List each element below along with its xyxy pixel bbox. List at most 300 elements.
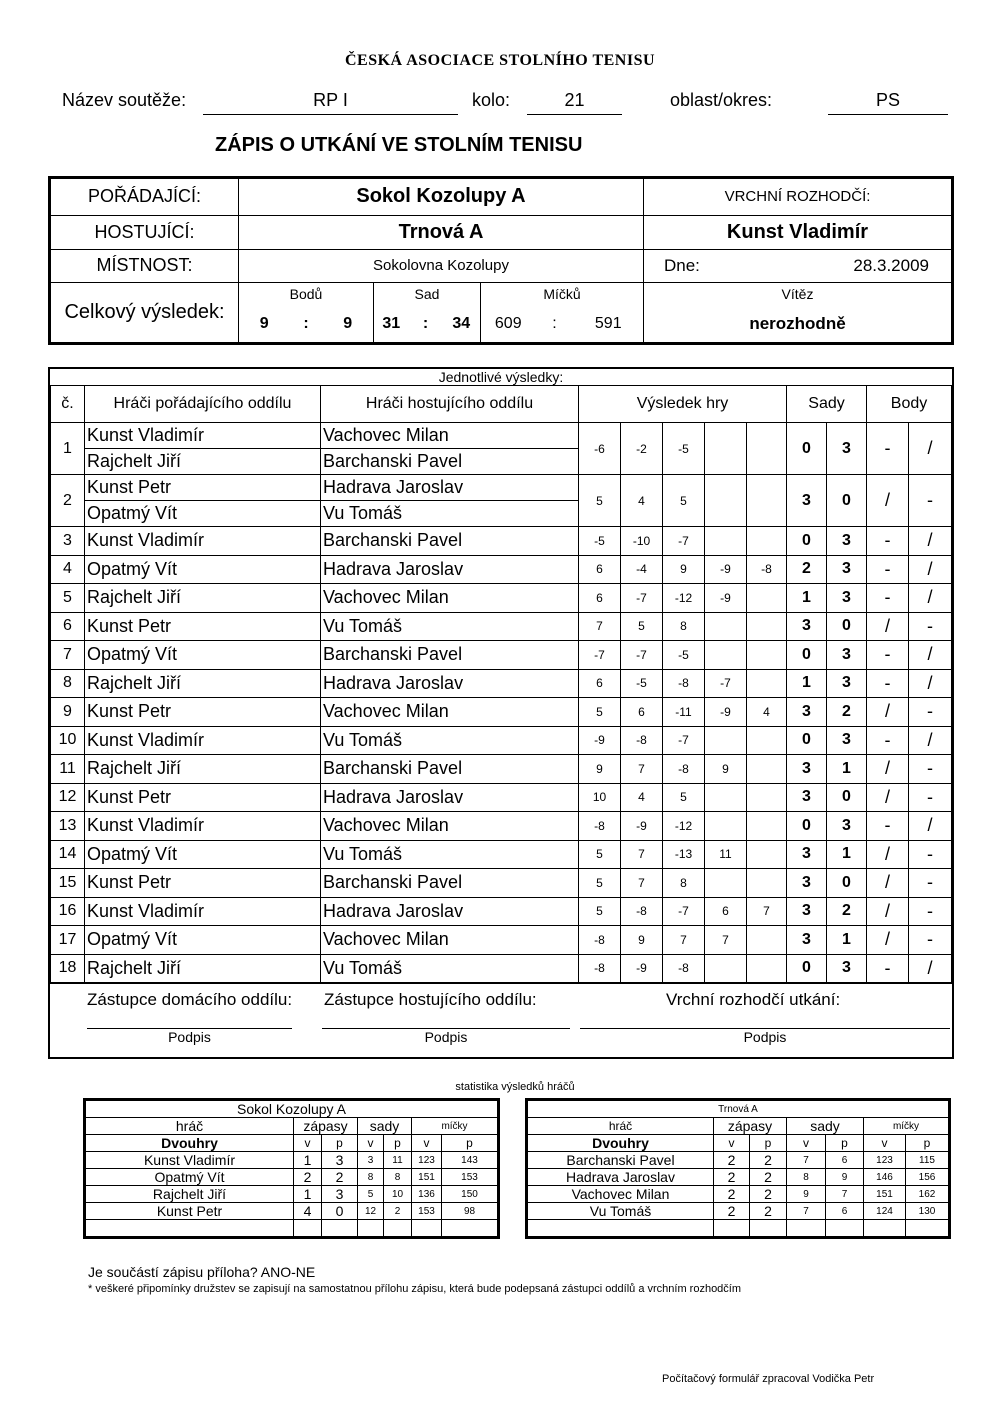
stats-matches-lost: 2 [750, 1203, 787, 1220]
stats-balls-lost: 143 [442, 1152, 498, 1169]
away-player: Barchanski Pavel [321, 869, 579, 898]
total-label: Celkový výsledek: [51, 282, 239, 342]
point-away: - [909, 698, 952, 727]
stats-home-table [85, 1100, 498, 1237]
stats-matches-lost: 3 [322, 1152, 358, 1169]
home-player: Kunst Petr [85, 698, 321, 727]
away-player: Vachovec Milan [321, 584, 579, 613]
game-score: -5 [621, 669, 663, 698]
point-home: / [867, 755, 909, 784]
game-score [747, 669, 787, 698]
stats-matches-won: 2 [714, 1152, 750, 1169]
game-score: -8 [747, 555, 787, 584]
sets-home: 0 [787, 812, 827, 841]
game-score: -9 [621, 812, 663, 841]
game-score: -12 [663, 584, 705, 613]
game-score [747, 423, 787, 475]
winner: nerozhodně [644, 306, 952, 343]
stat-cell [322, 1220, 358, 1237]
game-score: -7 [705, 669, 747, 698]
stats-matches-won: 1 [294, 1152, 322, 1169]
balls-home: 609 [481, 306, 536, 343]
game-score: 7 [663, 926, 705, 955]
stats-player-name: Kunst Vladimír [86, 1152, 294, 1169]
match-number: 17 [51, 926, 85, 955]
point-home: / [867, 869, 909, 898]
table-row [51, 555, 952, 584]
table-row [51, 783, 952, 812]
game-score: -7 [579, 641, 621, 670]
sets-away: 3 [827, 423, 867, 475]
away-sign-caption: Podpis [424, 1029, 468, 1045]
stats-col-sets: sady [358, 1118, 412, 1135]
game-score: 9 [705, 755, 747, 784]
stats-balls-lost: 130 [906, 1203, 949, 1220]
game-score: -9 [705, 555, 747, 584]
game-score: -8 [663, 755, 705, 784]
stats-col-matches: zápasy [294, 1118, 358, 1135]
point-away: - [909, 869, 952, 898]
point-home: - [867, 812, 909, 841]
game-score: 11 [705, 840, 747, 869]
point-home: / [867, 612, 909, 641]
away-player: Vachovec Milan [321, 812, 579, 841]
game-score [747, 869, 787, 898]
game-score [747, 755, 787, 784]
game-score: 6 [705, 897, 747, 926]
stats-sets-lost: 10 [384, 1186, 412, 1203]
referee-sign-caption: Podpis [743, 1029, 787, 1045]
stats-player-name: Opatmý Vít [86, 1169, 294, 1186]
stats-matches-lost: 0 [322, 1203, 358, 1220]
stat-cell [787, 1220, 826, 1237]
stat-cell [906, 1220, 949, 1237]
game-score: 7 [747, 897, 787, 926]
sets-home: 3 [787, 612, 827, 641]
results-table [50, 369, 952, 983]
table-row [51, 612, 952, 641]
away-player: Barchanski Pavel [321, 527, 579, 556]
game-score [705, 783, 747, 812]
stats-sets-lost: 11 [384, 1152, 412, 1169]
stats-matches-won: 1 [294, 1186, 322, 1203]
col-sets: Sady [787, 386, 867, 423]
stats-balls-won: 123 [864, 1152, 906, 1169]
table-row [51, 698, 952, 727]
table-row [51, 755, 952, 784]
game-score [705, 527, 747, 556]
home-player: Rajchelt Jiří [85, 449, 321, 475]
game-score: -11 [663, 698, 705, 727]
game-score [705, 641, 747, 670]
sets-home: 3 [787, 783, 827, 812]
stats-col-balls: míčky [864, 1118, 949, 1135]
game-score: -4 [621, 555, 663, 584]
stats-matches-lost: 3 [322, 1186, 358, 1203]
credit: Počítačový formulář zpracoval Vodička Petr [662, 1373, 875, 1385]
game-score [705, 726, 747, 755]
stat-cell [442, 1220, 498, 1237]
stats-balls-won: 151 [412, 1169, 442, 1186]
stats-balls-lost: 162 [906, 1186, 949, 1203]
stats-balls-lost: 115 [906, 1152, 949, 1169]
away-label: HOSTUJÍCÍ: [51, 215, 239, 250]
home-player: Opatmý Vít [85, 926, 321, 955]
table-row [86, 1186, 498, 1203]
stats-matches-lost: 2 [750, 1169, 787, 1186]
stats-col-l: p [322, 1135, 358, 1152]
game-score: 5 [663, 475, 705, 527]
game-score: -8 [579, 926, 621, 955]
game-score: 5 [579, 698, 621, 727]
game-score: -10 [621, 527, 663, 556]
stats-header-row [528, 1118, 949, 1135]
sets-home: 31 [374, 306, 409, 343]
referee-label: VRCHNÍ ROZHODČÍ: [644, 179, 952, 216]
point-away: - [909, 475, 952, 527]
game-score: 7 [621, 755, 663, 784]
point-away: - [909, 755, 952, 784]
stats-balls-lost: 150 [442, 1186, 498, 1203]
stat-cell [294, 1220, 322, 1237]
stats-team-row [86, 1101, 498, 1118]
stats-col-l: p [826, 1135, 864, 1152]
game-score: 6 [579, 555, 621, 584]
game-score: -8 [579, 812, 621, 841]
away-player: Vu Tomáš [321, 954, 579, 983]
point-home: - [867, 527, 909, 556]
stats-col-l: p [750, 1135, 787, 1152]
sets-away: 3 [827, 641, 867, 670]
stat-cell [358, 1220, 384, 1237]
stats-col-w: v [714, 1135, 750, 1152]
col-no: č. [51, 386, 85, 423]
home-player: Kunst Petr [85, 869, 321, 898]
game-score: 5 [579, 869, 621, 898]
stats-header-row [86, 1118, 498, 1135]
sets-home: 0 [787, 726, 827, 755]
table-row [51, 954, 952, 983]
point-away: - [909, 783, 952, 812]
stats-matches-won: 4 [294, 1203, 322, 1220]
home-player: Rajchelt Jiří [85, 669, 321, 698]
stats-col-player: hráč [86, 1118, 294, 1135]
region-value: PS [828, 90, 948, 115]
point-home: / [867, 840, 909, 869]
table-row [51, 669, 952, 698]
stats-sets-won: 3 [358, 1152, 384, 1169]
point-away: / [909, 527, 952, 556]
game-score: -9 [621, 954, 663, 983]
point-away: / [909, 669, 952, 698]
game-score: -8 [621, 897, 663, 926]
results-caption: Jednotlivé výsledky: [51, 369, 952, 386]
point-away: / [909, 555, 952, 584]
match-number: 6 [51, 612, 85, 641]
away-player: Vu Tomáš [321, 501, 579, 527]
stats-sets-won: 9 [787, 1186, 826, 1203]
game-score: 7 [579, 612, 621, 641]
stats-empty-row [528, 1220, 949, 1237]
stats-col-w: v [358, 1135, 384, 1152]
sets-label: Sad [374, 282, 481, 306]
game-score: -2 [621, 423, 663, 475]
stats-sets-lost: 8 [384, 1169, 412, 1186]
point-away: / [909, 726, 952, 755]
table-row [51, 840, 952, 869]
stats-away-box [525, 1098, 951, 1239]
home-signature-line [87, 1028, 292, 1045]
stats-player-name: Vachovec Milan [528, 1186, 714, 1203]
stats-balls-lost: 156 [906, 1169, 949, 1186]
table-row [51, 869, 952, 898]
stats-sets-won: 5 [358, 1186, 384, 1203]
game-score: -7 [621, 641, 663, 670]
home-label: POŘÁDAJÍCÍ: [51, 179, 239, 216]
col-result: Výsledek hry [579, 386, 787, 423]
point-home: - [867, 669, 909, 698]
game-score: 9 [621, 926, 663, 955]
game-score [747, 584, 787, 613]
match-number: 3 [51, 527, 85, 556]
point-home: - [867, 423, 909, 475]
points-away: 9 [323, 306, 374, 343]
home-player: Rajchelt Jiří [85, 755, 321, 784]
table-row [528, 1169, 949, 1186]
game-score: 6 [579, 669, 621, 698]
home-player: Kunst Vladimír [85, 726, 321, 755]
game-score: 5 [663, 783, 705, 812]
away-signature-line [322, 1028, 570, 1045]
match-number: 14 [51, 840, 85, 869]
sets-home: 0 [787, 527, 827, 556]
game-score: -7 [663, 897, 705, 926]
home-rep-label: Zástupce domácího oddílu: [87, 990, 293, 1009]
game-score [705, 812, 747, 841]
game-score: -5 [663, 641, 705, 670]
home-player: Kunst Vladimír [85, 812, 321, 841]
stat-cell [826, 1220, 864, 1237]
away-player: Barchanski Pavel [321, 641, 579, 670]
points-colon: : [290, 306, 323, 343]
stats-player-name: Kunst Petr [86, 1203, 294, 1220]
sets-home: 2 [787, 555, 827, 584]
game-score: 5 [621, 612, 663, 641]
away-player: Barchanski Pavel [321, 755, 579, 784]
table-row [86, 1203, 498, 1220]
stats-team-name: Sokol Kozolupy A [86, 1101, 498, 1118]
stat-cell [750, 1220, 787, 1237]
match-number: 16 [51, 897, 85, 926]
game-score [747, 812, 787, 841]
home-player: Opatmý Vít [85, 641, 321, 670]
document-title: ZÁPIS O UTKÁNÍ VE STOLNÍM TENISU [215, 134, 583, 156]
point-home: - [867, 726, 909, 755]
game-score [747, 783, 787, 812]
results-box [48, 367, 954, 1059]
stats-sets-lost: 2 [384, 1203, 412, 1220]
home-player: Rajchelt Jiří [85, 584, 321, 613]
home-player: Opatmý Vít [85, 501, 321, 527]
away-rep-label: Zástupce hostujícího oddílu: [324, 990, 537, 1009]
stats-subheader-row [528, 1135, 949, 1152]
match-number: 15 [51, 869, 85, 898]
stats-subheader-row [86, 1135, 498, 1152]
game-score [747, 641, 787, 670]
game-score: 8 [663, 869, 705, 898]
stats-matches-lost: 2 [750, 1186, 787, 1203]
stats-sets-lost: 9 [826, 1169, 864, 1186]
game-score: -13 [663, 840, 705, 869]
points-home: 9 [239, 306, 290, 343]
game-score [747, 612, 787, 641]
game-score: -9 [705, 584, 747, 613]
stats-sets-won: 7 [787, 1152, 826, 1169]
stats-caption: statistika výsledků hráčů [455, 1081, 575, 1093]
match-number: 18 [51, 954, 85, 983]
game-score: -8 [663, 954, 705, 983]
game-score: -7 [663, 726, 705, 755]
game-score: 7 [621, 840, 663, 869]
table-row [51, 726, 952, 755]
stats-player-name: Hadrava Jaroslav [528, 1169, 714, 1186]
point-home: / [867, 475, 909, 527]
organization-title: ČESKÁ ASOCIACE STOLNÍHO TENISU [344, 52, 656, 69]
table-row [51, 584, 952, 613]
sets-away: 2 [827, 698, 867, 727]
referee-signature-line [580, 1028, 950, 1045]
stats-sets-lost: 7 [826, 1186, 864, 1203]
stats-col-w: v [864, 1135, 906, 1152]
winner-label: Vítěz [644, 282, 952, 306]
point-away: - [909, 926, 952, 955]
balls-colon: : [536, 306, 574, 343]
col-points: Body [867, 386, 952, 423]
table-row [51, 812, 952, 841]
home-player: Kunst Vladimír [85, 423, 321, 449]
point-away: / [909, 641, 952, 670]
away-player: Vu Tomáš [321, 726, 579, 755]
sets-home: 0 [787, 641, 827, 670]
home-player: Opatmý Vít [85, 555, 321, 584]
sets-home: 1 [787, 584, 827, 613]
away-player: Hadrava Jaroslav [321, 783, 579, 812]
game-score: -12 [663, 812, 705, 841]
stats-sets-won: 7 [787, 1203, 826, 1220]
game-score [705, 954, 747, 983]
game-score: 6 [621, 698, 663, 727]
stats-col-l: p [442, 1135, 498, 1152]
stats-col-l: p [384, 1135, 412, 1152]
sets-away: 0 [827, 475, 867, 527]
stat-cell [714, 1220, 750, 1237]
match-number: 12 [51, 783, 85, 812]
home-player: Kunst Vladimír [85, 897, 321, 926]
game-score [747, 926, 787, 955]
game-score [705, 423, 747, 475]
sets-away: 1 [827, 926, 867, 955]
game-score: 10 [579, 783, 621, 812]
table-row [51, 897, 952, 926]
game-score [747, 954, 787, 983]
stats-matches-won: 2 [294, 1169, 322, 1186]
away-player: Vu Tomáš [321, 612, 579, 641]
sets-away: 3 [827, 954, 867, 983]
game-score: -9 [579, 726, 621, 755]
sets-home: 3 [787, 926, 827, 955]
home-player: Kunst Petr [85, 783, 321, 812]
game-score: 4 [747, 698, 787, 727]
venue-label: MÍSTNOST: [51, 250, 239, 282]
stats-sets-won: 12 [358, 1203, 384, 1220]
sets-away: 0 [827, 783, 867, 812]
game-score: -9 [705, 698, 747, 727]
stats-col-player: hráč [528, 1118, 714, 1135]
game-score [747, 840, 787, 869]
game-score: -7 [663, 527, 705, 556]
game-score: 4 [621, 783, 663, 812]
stats-player-name: Rajchelt Jiří [86, 1186, 294, 1203]
match-number: 1 [51, 423, 85, 475]
date-cell [644, 250, 952, 282]
attachment-question: Je součástí zápisu příloha? ANO-NE [88, 1264, 316, 1280]
home-player: Kunst Petr [85, 612, 321, 641]
date-label: Dne: [664, 256, 700, 276]
game-score [705, 475, 747, 527]
table-row [51, 641, 952, 670]
region-label: oblast/okres: [670, 90, 773, 110]
sets-away: 2 [827, 897, 867, 926]
stats-player-name: Barchanski Pavel [528, 1152, 714, 1169]
sets-home: 1 [787, 669, 827, 698]
game-score [747, 475, 787, 527]
sets-home: 0 [787, 423, 827, 475]
away-player: Vachovec Milan [321, 926, 579, 955]
game-score: 9 [663, 555, 705, 584]
game-score: 6 [579, 584, 621, 613]
sets-home: 3 [787, 869, 827, 898]
stats-col-l: p [906, 1135, 949, 1152]
stats-away-table [527, 1100, 949, 1237]
competition-label: Název soutěže: [62, 90, 187, 110]
home-player: Opatmý Vít [85, 840, 321, 869]
away-player: Vachovec Milan [321, 698, 579, 727]
point-away: - [909, 840, 952, 869]
game-score: 5 [579, 897, 621, 926]
stat-cell [86, 1220, 294, 1237]
sets-home: 3 [787, 755, 827, 784]
sets-home: 0 [787, 954, 827, 983]
point-away: / [909, 812, 952, 841]
sets-away: 1 [827, 840, 867, 869]
away-player: Hadrava Jaroslav [321, 475, 579, 501]
game-score: 5 [579, 475, 621, 527]
point-away: - [909, 897, 952, 926]
stats-matches-lost: 2 [750, 1152, 787, 1169]
game-score: -8 [579, 954, 621, 983]
stats-balls-won: 124 [864, 1203, 906, 1220]
away-player: Hadrava Jaroslav [321, 897, 579, 926]
venue: Sokolovna Kozolupy [239, 250, 644, 282]
game-score: -6 [579, 423, 621, 475]
sets-home: 3 [787, 840, 827, 869]
table-row [51, 475, 952, 501]
away-player: Vu Tomáš [321, 840, 579, 869]
stats-matches-won: 2 [714, 1203, 750, 1220]
sets-away: 0 [827, 612, 867, 641]
game-score: 4 [621, 475, 663, 527]
home-sign-caption: Podpis [168, 1029, 211, 1045]
